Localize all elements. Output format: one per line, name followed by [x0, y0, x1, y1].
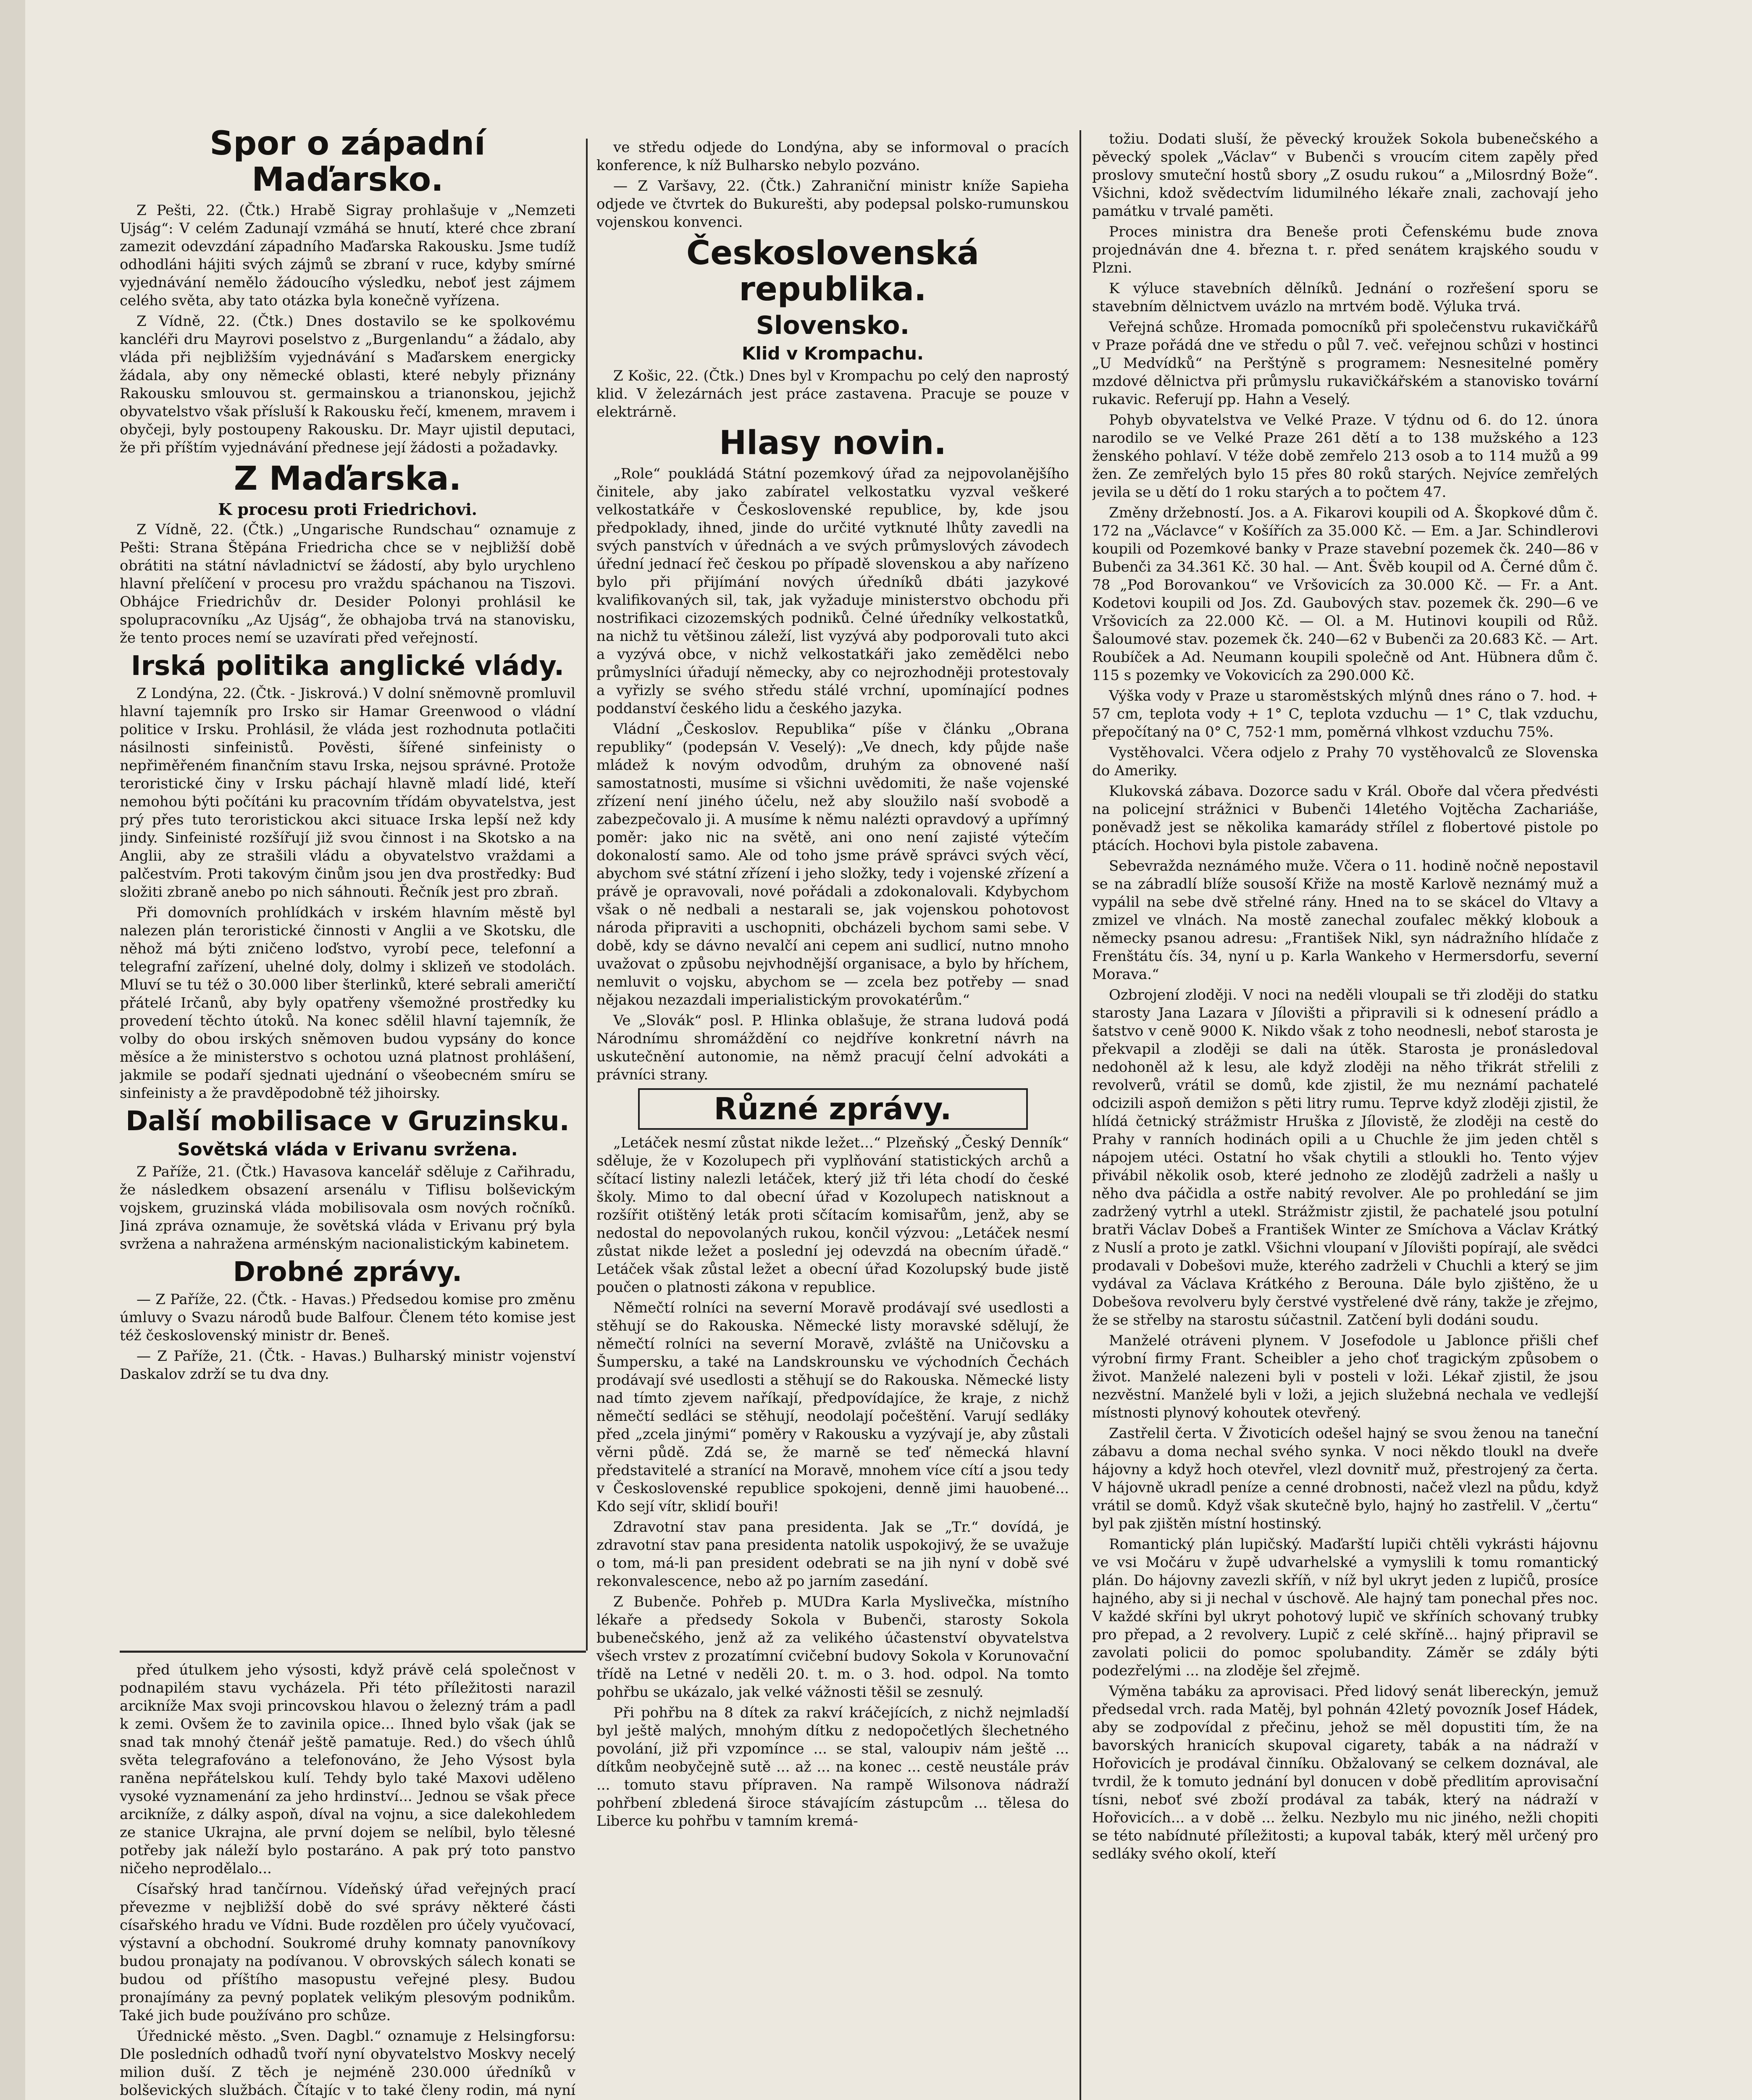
column-rule [1080, 130, 1081, 2100]
article-paragraph: Při pohřbu na 8 dítek za rakví kráčejících, z nichž nejmladší byl ještě malých, mnohým dítku z nedopočetlých šlechetného povolání, již při vzpomínce ... se stal, valoupiv nám ještě ... dítkům neobyčejně sutě ... až ... na konec ... cestě neustále práv ... tomuto stavu přípraven. Na rampě Wilsonova nádraží pohřbení zbledená široce stávajícím zástupcům ... tělesa do Liberce ku pohřbu v tamním kremá- [596, 1704, 1069, 1830]
article-paragraph: Romantický plán lupičský. Maďarští lupiči chtěli vykrásti hájovnu ve vsi Močáru v župě udvarhelské a vymyslili k tomu romantický plán. Do hájovny zavezli skříň, v níž byl ukryt jeden z lupičů, prosíce hajného, aby si ji nechal v úschově. Ale hajný tam ponechal přes noc. V každé skříni byl ukryt pohotový lupič ve skříních schovaný trubky pro přepad, a 2 revolvery. Lupič z celé skříně... hajný připravil se zavolati policii do pomoc spolubandity. Záměr se zdály býti podezřelými ... na zloděje šel zřejmě. [1092, 1536, 1598, 1679]
article-paragraph: Proces ministra dra Beneše proti Čefenskému bude znova projednáván dne 4. března t. r. před senátem krajského soudu v Plzni. [1092, 223, 1598, 276]
subheadline-sovet: Sovětská vláda v Erivanu svržena. [177, 1139, 518, 1160]
article-paragraph: Sebevražda neznámého muže. Včera o 11. hodině nočně nepostavil se na zábradlí blíže sousoší Křiže na mostě Karlově neznámý muž a vypálil na sebe dvě střelné rány. Hned na to se skácel do Vltavy a zmizel ve vlnách. Na mostě zanechal zoufalec měkký klobouk a německy psanou adresu: „František Nikl, syn nádražního hlídače z Frenštátu čís. 34, nyní u p. Karla Wankeho v Hermersdorfu, severní Morava.“ [1092, 858, 1598, 983]
article-paragraph: Ozbrojení zloději. V noci na neděli vloupali se tři zloději do statku starosty Jana Lazara v Jílovišti a připravili si k odnesení prádlo a šatstvo v ceně 9000 K. Nikdo však z toho neodnesli, neboť starosta je překvapil a zloději se dali na útěk. Starosta je pronásledoval nedohoněl až k lesu, ale když zloději na něho třikrát střelili z revolverů, vrátil se domů, kde zjistil, že mu neznámí pachatelé odcizili aspoň demižon s pěti litry rumu. Teprve když zloději zjistil, že hlídá četnický strážmistr Hruška z Jílovistě, že zloději na cestě do Prahy v ranních hodinách opili a u Chuchle že jim jeden chtěl s nápojem utéci. Ostatní ho však chytili a stloukli ho. Tento výjev přivábil několik osob, které jednoho ze zlodějů zadrželi a našly u něho dva páčidla a ostře nabitý revolver. Ale po prohledání se jim zadržený vytrhl a utekl. Strážmistr zjistil, že pachatelé jsou potulní bratři Václav Dobeš a František Winter ze Smíchova a Václav Krátký z Nuslí a proto je zatkl. Všichni vloupaní v Jílovišti popírají, ale svědci prodavali v Dobešovi muže, kterého zadrželi v Chuchli a který se jim vydával za Václava Krátkého z Berouna. Dále bylo zjištěno, že u Dobešova revolveru byly čerstvé vystřelené dvě rány, takže je zřejmo, že se střelby na starostu súčastnil. Zatčení byli dodáni soudu. [1092, 987, 1598, 1328]
headline-drobne: Drobné zprávy. [233, 1257, 462, 1288]
article-paragraph: Zastřelil čerta. V Životicích odešel hajný se svou ženou na taneční zábavu a doma nechal svého synka. V noci někdo tloukl na dveře hájovny a když hoch otevřel, vlezl dovnitř muž, přestrojený za čerta. V hájovně ukradl peníze a cenné drobnosti, načež vlezl na půdu, když vrátil se domů. Když však skutečně bylo, hajný ho zastřelil. V „čertu“ byl pak zjištěn místní hostinský. [1092, 1425, 1598, 1532]
headline-csr: Československá republika. [686, 234, 979, 308]
column-1-lower [120, 1661, 575, 2100]
headline-ruzne: Různé zprávy. [638, 1088, 1028, 1130]
article-paragraph: Z Bubenče. Pohřeb p. MUDra Karla Myslivečka, místního lékaře a předsedy Sokola v Bubenči, starosty Sokola bubenečského, jenž až za velikého účastenství obyvatelstva všech vrstev z prozatímní cvičební budovy Sokola v Korunovační třídě na Letné v neděli 20. t. m. o 3. hod. odpol. Na tomto pohřbu se ukázalo, jak velké vážnosti těšil se zesnulý. [596, 1593, 1069, 1701]
article-paragraph: Z Košic, 22. (Čtk.) Dnes byl v Krompachu po celý den naprostý klid. V železárnách jest práce zastavena. Pracuje se pouze v elektrárně. [596, 367, 1069, 420]
article-paragraph: Klukovská zábava. Dozorce sadu v Král. Oboře dal včera předvésti na policejní strážnici v Bubenči 14letého Vojtěcha Zachariáše, poněvadž jest se několika kamarády střílel z flobertové pistole po ptácích. Hochovi byla pistole zabavena. [1092, 783, 1598, 854]
article-paragraph: ve středu odjede do Londýna, aby se informoval o pracích konference, k níž Bulharsko nebylo pozváno. [596, 139, 1069, 174]
article-paragraph: Pohyb obyvatelstva ve Velké Praze. V týdnu od 6. do 12. února narodilo se ve Velké Praze 261 dětí a to 138 mužského a 123 ženského pohlaví. V téže době zemřelo 213 osob a to 114 mužů a 99 žen. Ze zemřelých bylo 15 přes 80 roků starých. Nejvíce zemřelých jevila se u dětí do 1 roku starých a to počtem 47. [1092, 412, 1598, 501]
column-3 [1092, 130, 1598, 2100]
article-paragraph: „Letáček nesmí zůstat nikde ležet...“ Plzeňský „Český Denník“ sděluje, že v Kozolupech při vyplňování statistických archů a sčítací listiny nalezli letáček, který již tři léta chodí do české školy. Mimo to dal obecní úřad v Kozolupech natisknout a rozšířit otištěný leták proti sčítacím komisařům, jenž, aby se nedostal do nepovolaných rukou, končil výzvou: „Letáček nesmí zůstat nikde ležet a poslední jej odevzdá na obecním úřadě.“ Letáček však zůstal ležet a obecní úřad Kozolupský bude jistě poučen o platnosti zákona v republice. [596, 1134, 1069, 1296]
column-rule [586, 139, 588, 1651]
article-paragraph: před útulkem jeho výsosti, když právě celá společnost v podnapilém stavu vycházela. Při této příležitosti narazil arcikníže Max svoji princovskou hlavou o železný trám a padl k zemi. Ovšem že to zavinila opice... Ihned bylo však (jak se snad tak mnohý čtenář ještě pamatuje. Red.) do všech úhlů světa telegrafováno a telefonováno, že Jeho Výsost byla raněna nepřátelskou kulí. Tehdy bylo také Maxovi uděleno vysoké vyznamenání za jeho hrdinství... Jednou se však přece arcikníže, z dálky aspoň, díval na vojnu, a sice dalekohledem ze stanice Ukrajna, ale první dojem se nelíbil, bylo tělesné potřeby jak náleží bylo postaráno. A pak prý toto panstvo ničeho neprodělalo... [120, 1662, 575, 1877]
column-1 [120, 122, 575, 1634]
article-paragraph: Vládní „Českoslov. Republika“ píše v článku „Obrana republiky“ (podepsán V. Veselý): „Ve dnech, kdy půjde naše mládež k novým odvodům, druhým za obnovené naší samostatnosti, musíme si všichni uvědomiti, že naše vojenské zřízení není jiného účelu, než aby sloužilo naší svobodě a zabezpečovalo ji. A musíme k němu nalézti opravdový a upřímný poměr: jako nic na světě, ani ono není zajisté výtečím dokonalostí samo. Ale od toho jsme právě správci svých věcí, abychom své státní zřízení i jeho složky, tedy i vojenské zřízení a právě je opravovali, nové pořádali a zdokonalovali. Kdybychom však o ně nedbali a nestarali se, jak vojenskou pohotovost národa připraviti a uschopniti, obcházeli bychom sami sebe. V době, kdy se dávno nevalčí ani cepem ani sudlicí, nutno mnoho uvažovat o způsobu nejvhodnější organisace, a bylo by hříchem, nemluvit o vojsku, abychom se — zcela bez potřeby — snad nějakou nezazdali imperialistickým provokatérům.“ [596, 720, 1069, 1008]
article-paragraph: — Z Paříže, 21. (Čtk. - Havas.) Bulharský ministr vojenství Daskalov zdrží se tu dva dny. [120, 1347, 575, 1383]
article-paragraph: Z Vídně, 22. (Čtk.) Dnes dostavilo se ke spolkovému kancléři dru Mayrovi poselstvo z „Burgenlandu“ a žádalo, aby vláda při nejbližším vyjednávání s Maďarskem energicky žádala, aby ony německé oblasti, které nebyly přiznány Rakousku smlouvou st. germainskou a trianonskou, jejichž obyvatelstvo však přísluší k Rakousku řečí, kmenem, mravem i obyčeji, byly postoupeny Rakousku. Dr. Mayr ujistil deputaci, že při příštím vyjednávání přednese její žádosti a požadavky. [120, 312, 575, 456]
headline-hlasy: Hlasy novin. [719, 424, 946, 462]
article-paragraph: tožiu. Dodati sluší, že pěvecký kroužek Sokola bubenečského a pěvecký spolek „Václav“ v Bubenči s vroucím citem zapěly před proslovy smuteční hostů sbory „Z osudu rukou“ a „Milosrdný Bože“. Všichni, kdož svědectvím lidumilného lékaře znali, zachovají jeho památku v trvalé paměti. [1092, 131, 1598, 220]
article-paragraph: K výluce stavebních dělníků. Jednání o rozřešení sporu se stavebním dělnictvem uvázlo na mrtvém bodě. Výluka trvá. [1092, 280, 1598, 315]
article-paragraph: Úřednické město. „Sven. Dagbl.“ oznamuje z Helsingforsu: Dle posledních odhadů tvoří nyní obyvatelstvo Moskvy necelý milion duší. Z těch je nejméně 230.000 úředníků v bolševických službách. Čítajíc v to také členy rodin, má nyní [120, 2028, 575, 2099]
article-paragraph: — Z Paříže, 22. (Čtk. - Havas.) Předsedou komise pro změnu úmluvy o Svazu národů bude Balfour. Členem této komise jest též československý ministr dr. Beneš. [120, 1291, 575, 1344]
article-paragraph: Z Paříže, 21. (Čtk.) Havasova kancelář sděluje z Cařihradu, že následkem obsazení arsenálu v Tiflisu bolševickým vojskem, gruzinská vláda mobilisovala osm nových ročníků. Jiná zpráva oznamuje, že sovětská vláda v Erivanu prý byla svržena a nahražena arménským nacionalistickým kabinetem. [120, 1163, 575, 1253]
subheadline-klid: Klid v Krompachu. [742, 343, 924, 364]
article-paragraph: Zdravotní stav pana presidenta. Jak se „Tr.“ dovídá, je zdravotní stav pana presidenta natolik uspokojivý, že se uvažuje o tom, má-li pan president odebrati se na jih nyní v době své rekonvalescence, nebo až po jarním zasedání. [596, 1518, 1069, 1590]
headline-madarska: Z Maďarska. [234, 459, 462, 498]
article-paragraph: Vystěhovalci. Včera odjelo z Prahy 70 vystěhovalců ze Slovenska do Ameriky. [1092, 744, 1598, 779]
article-paragraph: Ve „Slovák“ posl. P. Hlinka oblašuje, že strana ludová podá Národnímu shromáždění co nejdříve konkretní návrh na uskutečnění autonomie, na němž pracují čelní advokáti a právníci strany. [596, 1012, 1069, 1083]
article-paragraph: Výměna tabáku za aprovisaci. Před lidový senát libereckýn, jemuž předsedal vrch. rada Matěj, byl pohnán 42letý povozník Josef Hádek, aby se zodpovídal z přečinu, jehož se měl dopustiti tím, že na bavorských hranicích skupoval cigarety, tabák a na nádraží v Hořovicích je prodával činníku. Obžalovaný se celkem doznával, ale tvrdil, že k tomuto jednání byl donucen v době předlitím aprovisační tísni, neboť své zboží prodával za tabák, který na nádraží v Hořovicích... a v době ... želku. Nezbylo mu nic jiného, nežli chopiti se této nabídnuté příležitosti; a kupoval tabák, který měl určený pro sedláky svého okolí, kteří [1092, 1683, 1598, 1862]
article-paragraph: Veřejná schůze. Hromada pomocníků při společenstvu rukavičkářů v Praze pořádá dne ve středu o půl 7. več. veřejnou schůzi v hostinci „U Medvídků“ na Perštýně s programem: Nesnesitelné poměry mzdové dělnictva při průmyslu rukavičkářském a stanovisko tovární rukavic. Referují pp. Hahn a Veselý. [1092, 319, 1598, 408]
subheadline-slovensko: Slovensko. [756, 310, 910, 340]
article-paragraph: — Z Varšavy, 22. (Čtk.) Zahraniční ministr kníže Sapieha odjede ve čtvrtek do Bukurešti, aby podepsal polsko-rumunskou vojenskou konvenci. [596, 178, 1069, 231]
article-paragraph: „Role“ poukládá Státní pozemkový úřad za nejpovolanějšího činitele, aby jako zabíratel velkostatku vyzval veškeré velkostatkáře v Československé republice, by, kde jsou předpoklady, ihned, jinde do určité vytknuté lhůty zavedli na svých panstvích v úřednách a ve svých průmyslových závodech úřední jednací řeč českou po případě slovenskou a aby nařízeno bylo při přijímání nových úředníků dbáti jazykové kvalifikovaných sil, tak, jak vyžaduje ministerstvo obchodu při nostrifikaci cizozemských podniků. Čelné úředníky velkostatků, na nichž tu většinou záleží, list vyzývá aby podporovali tuto akci a vyzývá obce, v nichž velkostatkáři jako zemědělci nebo průmyslníci úřadují německy, aby co nejrozhodněji protestovaly a vyřizly se svého středu stálé vrchní, upomínající podnes poddanství českého lidu a českého jazyka. [596, 465, 1069, 717]
article-paragraph: Změny držebností. Jos. a A. Fikarovi koupili od A. Škopkové dům č. 172 na „Václavce“ v Košířích za 35.000 Kč. — Em. a Jar. Schindlerovi koupili od Pozemkové banky v Praze stavební pozemek čk. 240—86 v Bubenči za 34.361 Kč. 30 hal. — Ant. Švěb koupil od A. Černé dům č. 78 „Pod Borovankou“ ve Vršovicích za 30.000 Kč. — Fr. a Ant. Kodetovi koupili od Jos. Zd. Gaubových stav. pozemek čk. 290—6 ve Vršovicích za 22.000 Kč. — Ol. a M. Hutinovi koupili od Růž. Šaloumové stav. pozemek čk. 240—62 v Bubenči za 20.683 Kč. — Art. Roubíček a Ad. Neumann koupili společně od Ant. Hübnera dům č. 115 s pozemky ve Vokovicích za 290.000 Kč. [1092, 504, 1598, 684]
scan-edge [0, 0, 25, 2100]
article-paragraph: Němečtí rolníci na severní Moravě prodávají své usedlosti a stěhují se do Rakouska. Německé listy moravské sdělují, že němečtí rolníci na severní Moravě, zvláště na Uničovsku a Šumpersku, a také na Landskrounsku ve východních Čechách prodávají své usedlosti a stěhují se do Rakouska. Německé listy nad tímto zjevem naříkají, předpovídajíce, že kraje, z nichž němečtí sedláci se stěhují, neodolají počeštění. Varují sedláky před „zcela jinými“ poměry v Rakousku a vyzývají je, aby zůstali věrni půdě. Zdá se, že marně se teď německá hlavní představitelé a stranící na Moravě, mnohem více cítí a jsou tedy v Československé republice spokojeni, denně jimi hauobené... Kdo sejí vítr, sklidí bouři! [596, 1299, 1069, 1515]
article-paragraph: Výška vody v Praze u staroměstských mlýnů dnes ráno o 7. hod. + 57 cm, teplota vody + 1° C, teplota vzduchu — 1° C, tlak vzduchu, přepočítaný na 0° C, 752·1 mm, poměrná vlhkost vzduchu 75%. [1092, 688, 1598, 740]
article-paragraph: Císařský hrad tančírnou. Vídeňský úřad veřejných prací převezme v nejbližší době do své správy některé části císařského hradu ve Vídni. Bude rozdělen pro účely vyučovací, výstavní a obchodní. Soukromé druhy komnaty panovníkovy budou pronajaty na podívanou. V obrovských sálech konati se budou od příštího masopustu veřejné plesy. Budou pronajímány za pevný poplatek velikým plesovým podnikům. Také jich bude používáno pro schůze. [120, 1881, 575, 2024]
article-paragraph: Z Vídně, 22. (Čtk.) „Ungarische Rundschau“ oznamuje z Pešti: Strana Štěpána Friedricha chce se v nejbližší době obrátiti na státní návladnictví se žádostí, aby bylo urychleno hlavní přelíčení v procesu pro vraždu spáchanou na Tiszovi. Obhájce Friedrichův dr. Desider Polonyi prohlásil ke spolupracovníku „Az Ujság“, že obhajoba trvá na stanovisku, že tento proces nemí se uzavírati před veřejností. [120, 521, 575, 647]
article-paragraph: Při domovních prohlídkách v irském hlavním městě byl nalezen plán teroristické činnosti v Anglii a ve Skotsku, dle něhož má býti zničeno loďstvo, vyrobí pece, telefonní a telegrafní zařízení, uhelné doly, dolmy i sklizeň ve stodolách. Mluví se tu též o 30.000 liber šterlinků, které sebrali američtí přátelé Irčanů, aby byly opatřeny všemožné prostředky ku provedení těchto útoků. Na konec sdělil hlavní tajemník, že volby do obou irských sněmoven budou vypsány do konce měsíce a že ministerstvo s ochotou uzná platnost prohlášení, jakmile se podaří sjednati ujednání o všeobecném smíru se sinfeinisty a že pravděpodobně též jihoirsky. [120, 904, 575, 1102]
column-2 [596, 139, 1069, 2100]
headline-irska: Irská politika anglické vlády. [131, 651, 565, 682]
headline-mobilisace: Další mobilisace v Gruzinsku. [126, 1105, 570, 1137]
article-paragraph: Z Londýna, 22. (Čtk. - Jiskrová.) V dolní sněmovně promluvil hlavní tajemník pro Irsko sir Hamar Greenwood o vládní politice v Irsku. Prohlásil, že vláda jest rozhodnuta potlačiti násilnosti sinfeinistů. Pověsti, šířené sinfeinisty o nepřiměřeném finančním stavu Irska, nejsou správné. Protože teroristické činy v Irsku páchají hlavně mladí lidé, kteří nemohou býti počítáni ku pracovním třídám obyvatelstva, jest prý přes tuto teroristickou akci situace Irska lepší než kdy jindy. Sinfeinisté rozšířují již svou činnost i na Skotsko a na Anglii, aby ze strašili vládu a obyvatelstvo vraždami a palčestvím. Proti takovým činům jsou jen dva prostředky: Buď složiti zbraně anebo po nich sáhnouti. Řečník jest pro zbraň. [120, 685, 575, 900]
article-paragraph: Z Pešti, 22. (Čtk.) Hrabě Sigray prohlašuje v „Nemzeti Ujság“: V celém Zadunají vzmáhá se hnutí, které chce zbraní zamezit odevzdání západního Maďarska Rakousku. Jsme tudíž odhodláni hájiti svých zájmů se zbraní v ruce, kdyby smírné vyjednávání nemělo žádoucího výsledku, neboť jest zájmem celého světa, aby tato otázka byla konečně vyřízena. [120, 202, 575, 309]
headline-spor: Spor o západní Maďarsko. [210, 125, 486, 199]
section-rule [120, 1651, 586, 1653]
subheadline-proces: K procesu proti Friedrichovi. [218, 500, 477, 519]
article-paragraph: Manželé otráveni plynem. V Josefodole u Jablonce přišli chef výrobní firmy Frant. Scheibler a jeho choť tragickým způsobem o život. Manželé nalezeni byli v posteli v loži. Lékař zjistil, že jsou nezvěstní. Manželé byli v loži, a jejich služebná nechala ve vedlejší místnosti plynový kohoutek otevřený. [1092, 1332, 1598, 1421]
